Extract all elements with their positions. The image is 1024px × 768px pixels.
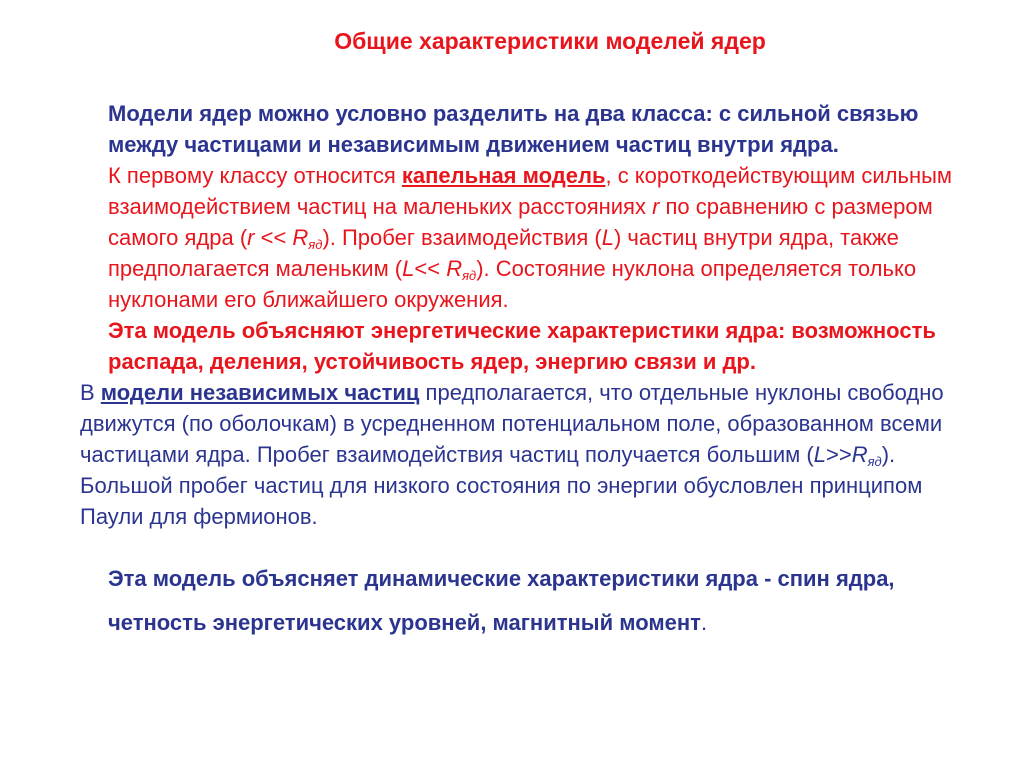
text-segment: >> [825,442,852,467]
liquid-drop-model-term: капельная модель [401,163,606,188]
text-segment: К первому классу относится [108,163,402,188]
paragraph-independent-particles [80,377,980,532]
text-segment: , с короткодействующим сильным взаимодействием частиц на маленьких расстояниях [108,163,953,219]
paragraph-spacer [80,532,980,557]
slide-body [80,98,980,645]
symbol-L: L [813,442,826,467]
symbol-r: r [247,225,255,250]
text-segment: << [414,256,447,281]
symbol-R: R [446,256,463,281]
paragraph-energy-characteristics: Эта модель объясняют энергетические характеристики ядра: возможность распада, деления, устойчивость ядер, энергию связи и др. [108,318,936,374]
text-segment: предполагается, что отдельные нуклоны свободно движутся (по оболочкам) в усредненном потенциальном поле, образованном всеми частицами ядра. Пробег взаимодействия частиц получается большим ( [80,380,944,467]
subscript-nucleus: яд [462,268,477,283]
subscript-nucleus: яд [867,454,882,469]
text-segment: ) частиц внутри ядра, также предполагается маленьким ( [108,225,899,281]
independent-particle-model-term: модели независимых частиц [100,380,420,405]
text-segment: Эта модель объясняет динамические характеристики ядра - спин ядра, четность энергетических уровней, магнитный момент [108,566,895,635]
paragraph-liquid-drop [80,160,980,315]
text-segment: В [80,380,101,405]
symbol-r: r [652,194,660,219]
text-segment: ). Большой пробег частиц для низкого состояния по энергии обусловлен принципом Паули для фермионов. [80,442,923,529]
text-segment: << [254,225,293,250]
text-segment: ). Пробег взаимодействия ( [322,225,602,250]
symbol-L: L [601,225,614,250]
symbol-L: L [402,256,415,281]
paragraph-dynamic-characteristics [80,557,980,645]
text-segment: ). Состояние нуклона определяется только нуклонами его ближайшего окружения. [108,256,917,312]
subscript-nucleus: яд [308,237,323,252]
text-segment: по сравнению с размером самого ядра ( [108,194,933,250]
slide-title: Общие характеристики моделей ядер [334,28,766,54]
text-segment: . [700,610,708,635]
symbol-R: R [292,225,309,250]
paragraph-model-classes: Модели ядер можно условно разделить на два класса: с сильной связью между частицами и независимым движением частиц внутри ядра. [108,101,919,157]
symbol-R: R [851,442,868,467]
